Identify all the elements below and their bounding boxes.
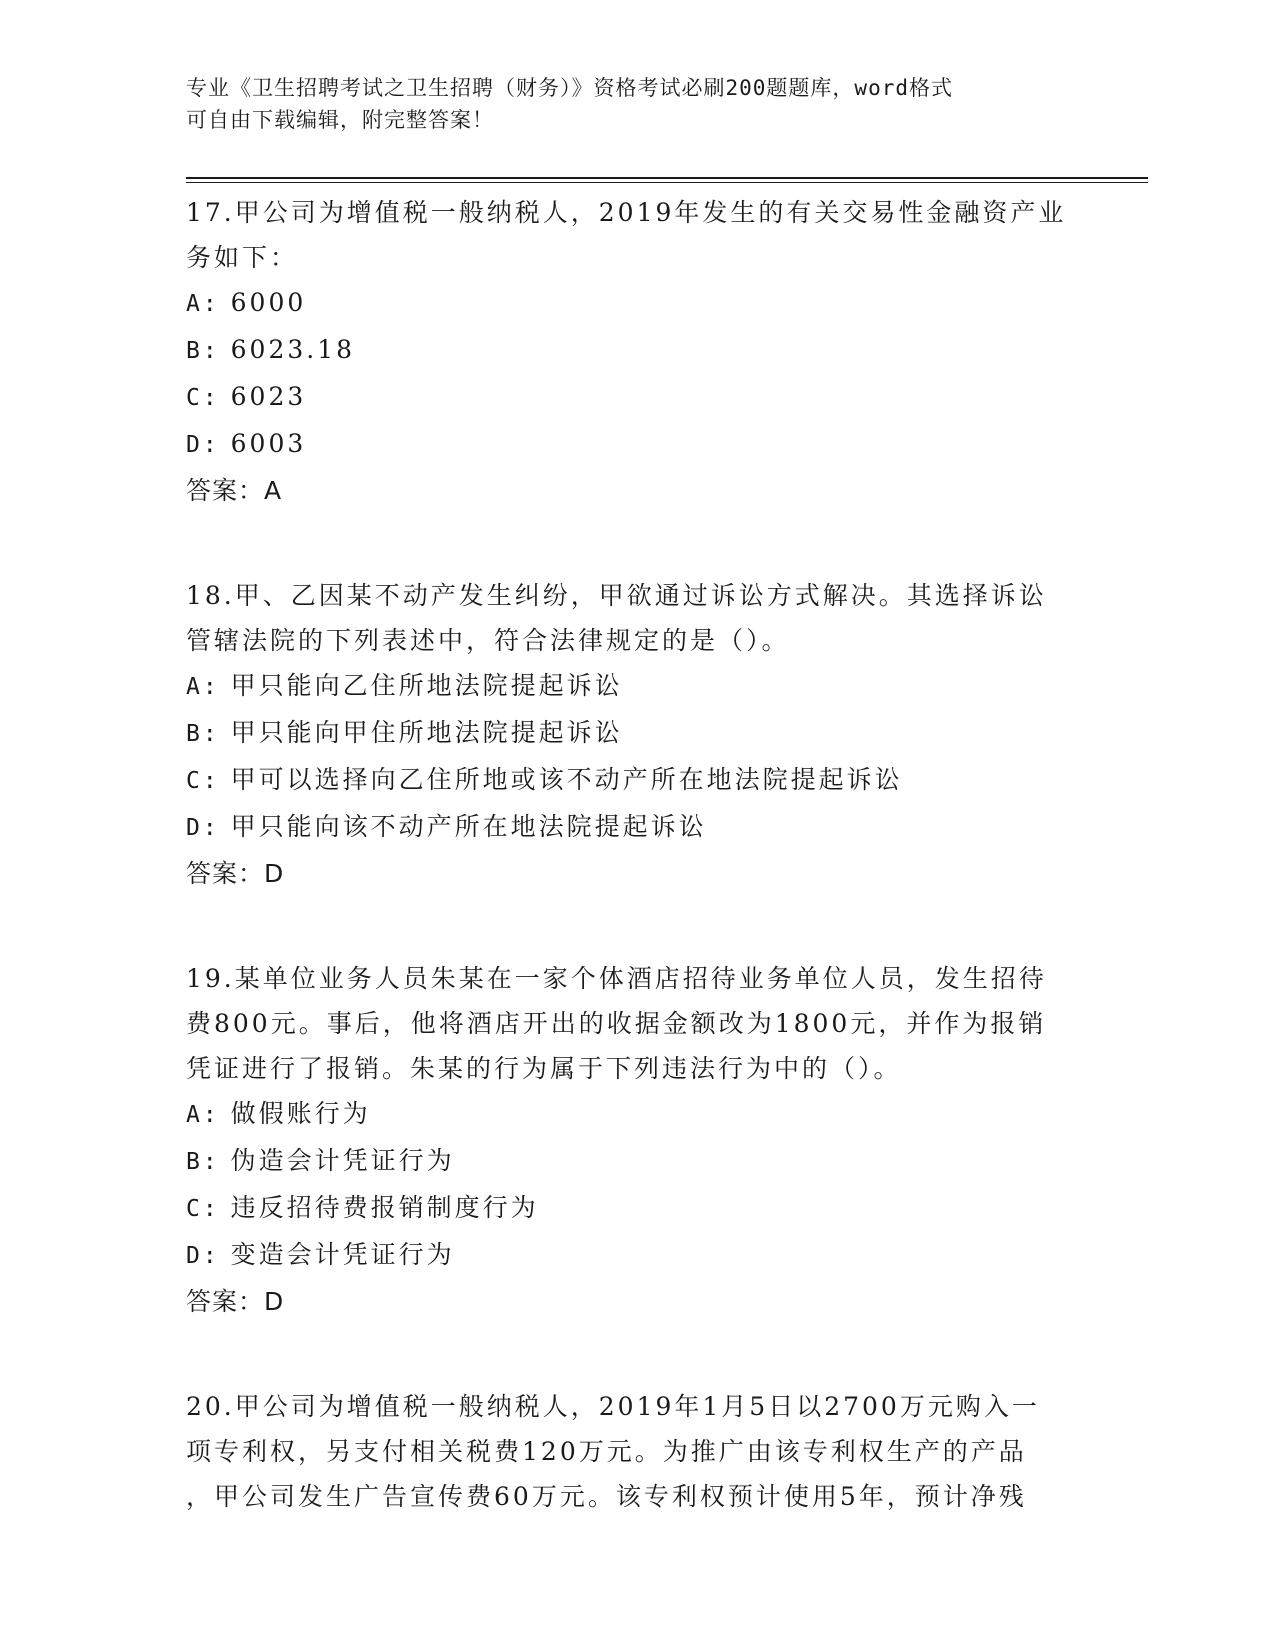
option-label: B: (186, 1149, 220, 1175)
answer-line: 答案：A (186, 476, 283, 505)
option-label: C: (186, 1196, 220, 1222)
option-text: 伪造会计凭证行为 (230, 1146, 455, 1175)
option-b (186, 710, 1086, 757)
header-rule-thin (186, 182, 1148, 183)
option-label: A: (186, 674, 220, 700)
option-c (186, 757, 1086, 804)
question-text-line: 19.某单位业务人员朱某在一家个体酒店招待业务单位人员，发生招待 (186, 964, 1047, 993)
option-text: 做假账行为 (230, 1099, 371, 1128)
option-text: 变造会计凭证行为 (230, 1240, 455, 1269)
option-text: 甲只能向乙住所地法院提起诉讼 (230, 671, 623, 700)
option-label: D: (186, 432, 220, 458)
option-a (186, 280, 1086, 327)
option-c (186, 374, 1086, 421)
option-label: B: (186, 721, 220, 747)
option-text: 6023 (230, 382, 307, 411)
question-text-line: 17.甲公司为增值税一般纳税人，2019年发生的有关交易性金融资产业 (186, 198, 1067, 227)
option-label: A: (186, 1102, 220, 1128)
option-text: 6023.18 (230, 335, 356, 364)
question-text-line: 18.甲、乙因某不动产发生纠纷，甲欲通过诉讼方式解决。其选择诉讼 (186, 581, 1047, 610)
question-text-line: 项专利权，另支付相关税费120万元。为推广由该专利权生产的产品 (186, 1437, 1027, 1466)
option-label: C: (186, 768, 220, 794)
answer-line: 答案：D (186, 1287, 285, 1316)
option-d (186, 421, 1086, 468)
question-text-line: 费800元。事后，他将酒店开出的收据金额改为1800元，并作为报销 (186, 1009, 1047, 1038)
option-label: A: (186, 291, 220, 317)
option-label: C: (186, 385, 220, 411)
option-label: B: (186, 338, 220, 364)
question-text-line: 务如下： (186, 243, 299, 272)
question-17 (186, 190, 1086, 513)
header-rule-thick (186, 177, 1148, 179)
option-d (186, 1232, 1086, 1279)
question-18 (186, 573, 1086, 896)
option-a (186, 663, 1086, 710)
option-c (186, 1185, 1086, 1232)
option-label: D: (186, 1243, 220, 1269)
option-d (186, 804, 1086, 851)
question-text-line: 20.甲公司为增值税一般纳税人，2019年1月5日以2700万元购入一 (186, 1392, 1040, 1421)
option-text: 甲只能向该不动产所在地法院提起诉讼 (230, 812, 707, 841)
option-text: 违反招待费报销制度行为 (230, 1193, 539, 1222)
question-list (186, 190, 1086, 1579)
question-19 (186, 956, 1086, 1324)
option-b (186, 327, 1086, 374)
document-header (186, 72, 1066, 136)
option-a (186, 1091, 1086, 1138)
option-text: 6000 (230, 288, 307, 317)
option-text: 甲只能向甲住所地法院提起诉讼 (230, 718, 623, 747)
question-text-line: 管辖法院的下列表述中，符合法律规定的是（）。 (186, 626, 790, 655)
question-text-line: 凭证进行了报销。朱某的行为属于下列违法行为中的（）。 (186, 1054, 902, 1083)
option-b (186, 1138, 1086, 1185)
header-line-2: 可自由下载编辑，附完整答案！ (186, 108, 494, 132)
answer-line: 答案：D (186, 859, 285, 888)
option-label: D: (186, 815, 220, 841)
option-text: 6003 (230, 429, 307, 458)
question-text-line: ，甲公司发生广告宣传费60万元。该专利权预计使用5年，预计净残 (186, 1482, 1027, 1511)
header-line-1: 专业《卫生招聘考试之卫生招聘（财务）》资格考试必刷200题题库，word格式 (186, 76, 953, 100)
option-text: 甲可以选择向乙住所地或该不动产所在地法院提起诉讼 (230, 765, 903, 794)
question-20 (186, 1384, 1086, 1519)
